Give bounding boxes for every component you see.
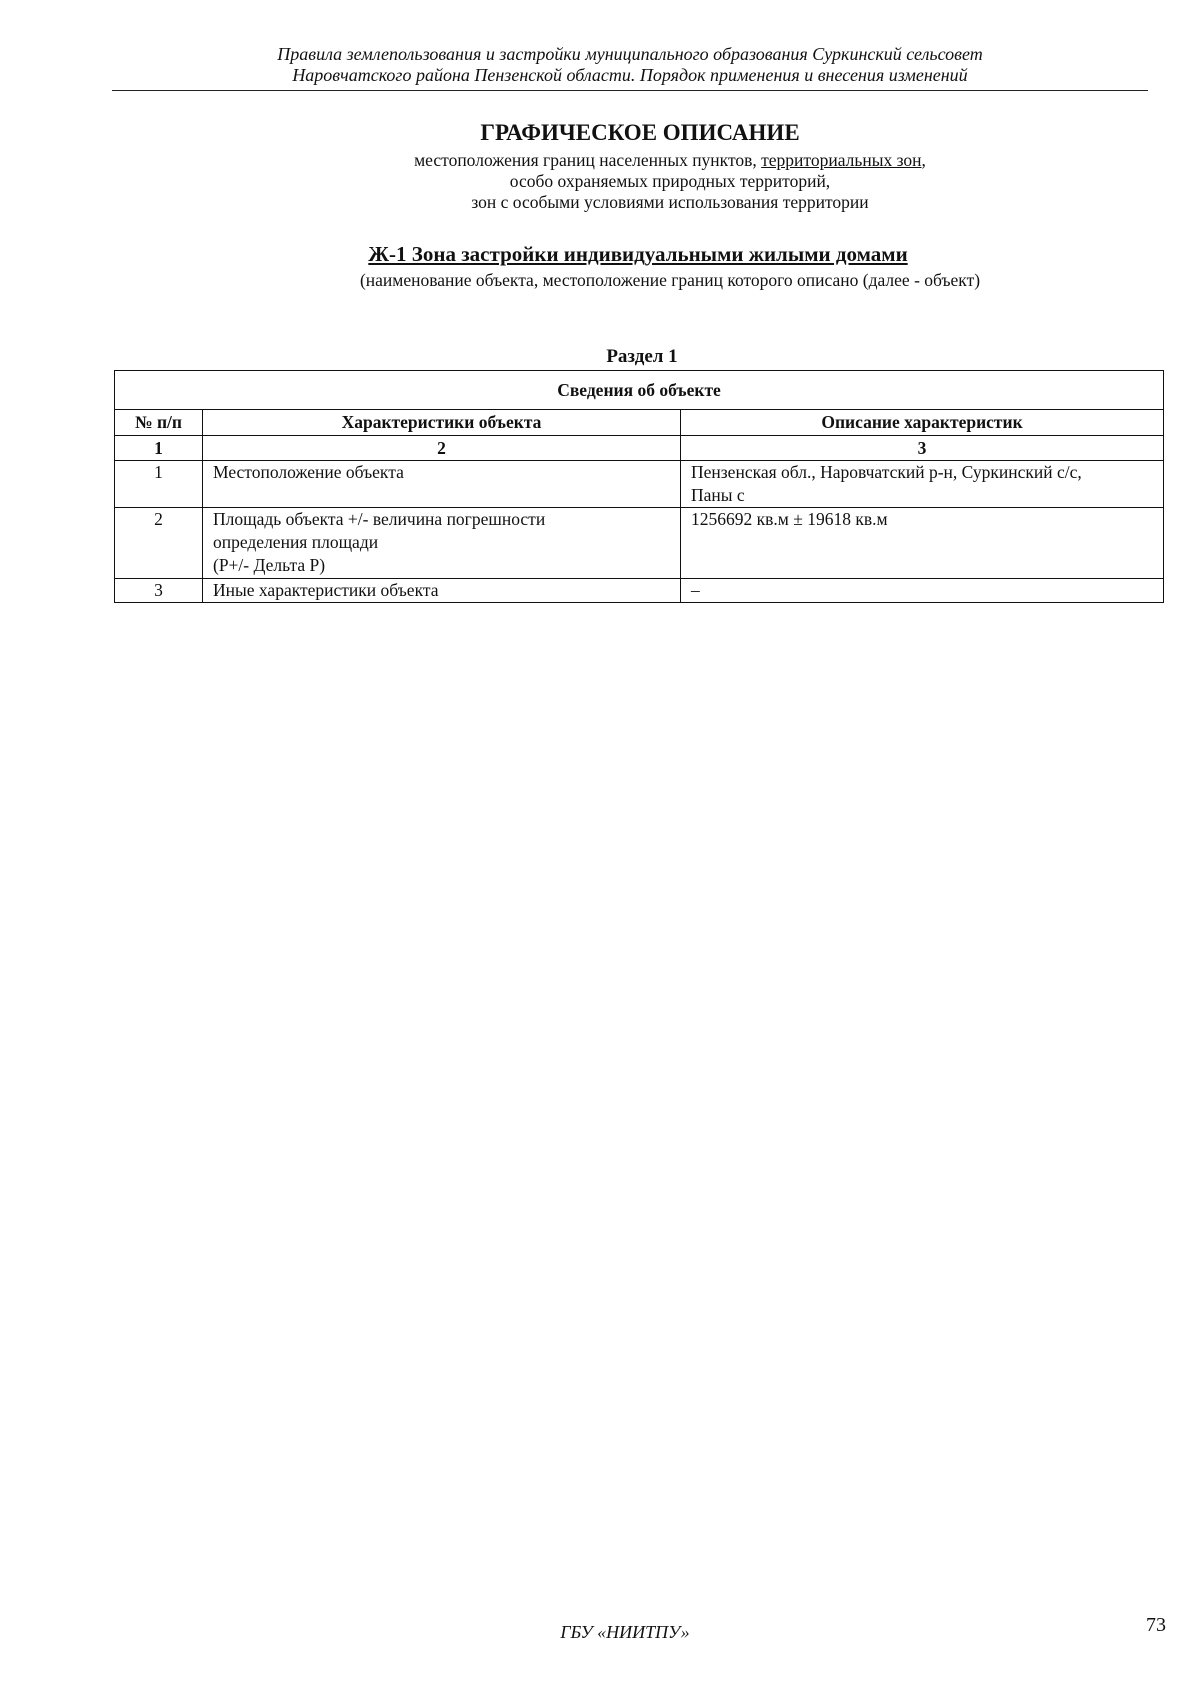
row-characteristic — [203, 508, 681, 579]
table-caption-row — [115, 371, 1164, 410]
subtitle-line-1-underlined: территориальных зон — [761, 150, 922, 170]
footer-organization: ГБУ «НИИТПУ» — [560, 1622, 690, 1642]
row-description-line: 1256692 кв.м ± 19618 кв.м — [691, 509, 888, 529]
header-index: № п/п — [115, 410, 203, 436]
column-number-1: 1 — [115, 436, 203, 461]
table-column-number-row — [115, 436, 1164, 461]
row-index: 1 — [115, 461, 203, 508]
table-row — [115, 461, 1164, 508]
subtitle-line-3: зон с особыми условиями использования территории — [471, 192, 869, 212]
object-name: Ж-1 Зона застройки индивидуальными жилыми домами — [368, 242, 908, 266]
running-header-line-2: Наровчатского района Пензенской области. Порядок применения и внесения изменений — [292, 65, 968, 85]
subtitle-line-1-suffix: , — [921, 150, 926, 170]
header-divider — [112, 90, 1148, 91]
subtitle-line-1-prefix: местоположения границ населенных пунктов, — [414, 150, 762, 170]
header-characteristic: Характеристики объекта — [203, 410, 681, 436]
running-header — [112, 44, 1148, 86]
row-description-line: – — [691, 580, 700, 600]
header-description: Описание характеристик — [681, 410, 1164, 436]
row-characteristic-line: Иные характеристики объекта — [213, 580, 439, 600]
row-characteristic-line: Местоположение объекта — [213, 462, 404, 482]
row-characteristic-line: определения площади — [213, 532, 379, 552]
table-row — [115, 579, 1164, 603]
row-index: 2 — [115, 508, 203, 579]
running-header-line-1: Правила землепользования и застройки муниципального образования Суркинский сельсовет — [277, 44, 983, 64]
row-description — [681, 508, 1164, 579]
page-number: 73 — [1146, 1614, 1166, 1636]
column-number-3: 3 — [681, 436, 1164, 461]
row-index: 3 — [115, 579, 203, 603]
row-description-line: Пензенская обл., Наровчатский р-н, Суркинский с/с, — [691, 462, 1082, 482]
column-number-2: 2 — [203, 436, 681, 461]
row-description — [681, 579, 1164, 603]
row-description — [681, 461, 1164, 508]
object-note: (наименование объекта, местоположение границ которого описано (далее - объект) — [359, 270, 981, 290]
row-characteristic-line: Площадь объекта +/- величина погрешности — [213, 509, 546, 529]
table-caption: Сведения об объекте — [115, 371, 1164, 410]
subtitle-line-2: особо охраняемых природных территорий, — [509, 171, 831, 191]
document-subtitle — [0, 150, 1200, 213]
table-row — [115, 508, 1164, 579]
document-title: ГРАФИЧЕСКОЕ ОПИСАНИЕ — [480, 120, 800, 145]
subtitle-line-1 — [0, 150, 1200, 171]
row-characteristic — [203, 461, 681, 508]
row-characteristic-line: (Р+/- Дельта Р) — [213, 555, 326, 575]
row-characteristic — [203, 579, 681, 603]
row-description-line: Паны с — [691, 485, 745, 505]
table-header-row — [115, 410, 1164, 436]
section-title: Раздел 1 — [606, 346, 678, 367]
object-info-table — [114, 370, 1164, 603]
